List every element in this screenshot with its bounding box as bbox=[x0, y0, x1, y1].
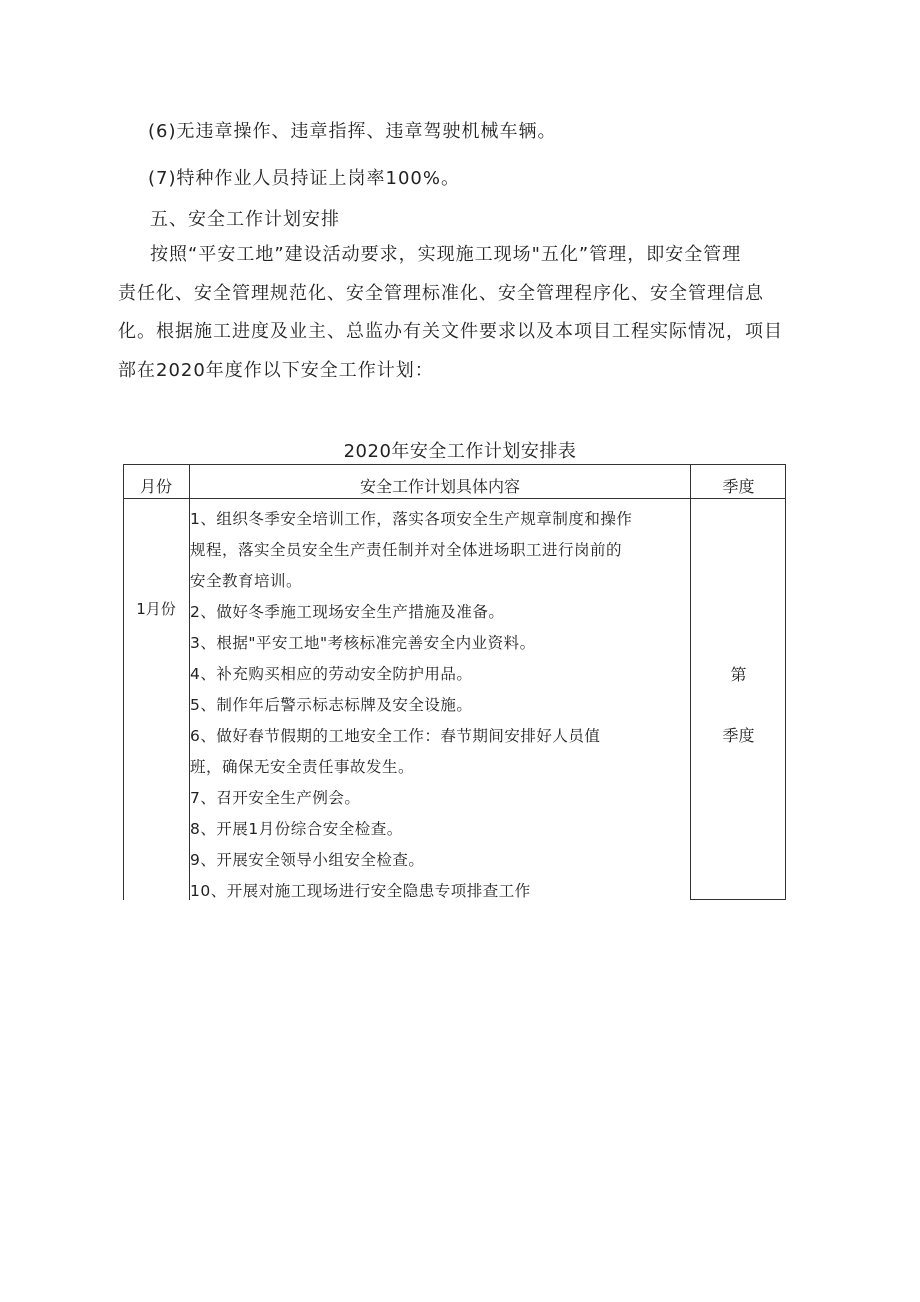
body-line: 按照“平安工地”建设活动要求，实现施工现场"五化”管理，即安全管理 bbox=[150, 244, 742, 265]
content-cell bbox=[190, 504, 690, 900]
table-border bbox=[123, 464, 124, 900]
table-border bbox=[123, 498, 786, 499]
content-line: 班，确保无安全责任事故发生。 bbox=[190, 758, 415, 776]
season-cell-line2: 季度 bbox=[722, 726, 755, 745]
content-line: 1、组织冬季安全培训工作，落实各项安全生产规章制度和操作 bbox=[190, 510, 633, 528]
list-item-7: (7)特种作业人员持证上岗率100%。 bbox=[148, 168, 460, 189]
header-season: 季度 bbox=[722, 477, 755, 496]
content-line: 9、开展安全领导小组安全检查。 bbox=[190, 851, 425, 869]
table-border bbox=[690, 899, 786, 900]
body-line: 责任化、安全管理规范化、安全管理标准化、安全管理程序化、安全管理信息 bbox=[118, 282, 764, 304]
table-border bbox=[123, 464, 786, 465]
content-line: 规程，落实全员安全生产责任制并对全体进场职工进行岗前的 bbox=[190, 541, 623, 559]
content-line: 8、开展1月份综合安全检查。 bbox=[190, 820, 403, 838]
content-line: 4、补充购买相应的劳动安全防护用品。 bbox=[190, 665, 473, 683]
content-line: 2、做好冬季施工现场安全生产措施及准备。 bbox=[190, 603, 505, 621]
body-paragraph bbox=[118, 236, 808, 390]
section-heading: 五、安全工作计划安排 bbox=[150, 209, 340, 230]
content-line: 3、根据"平安工地"考核标准完善安全内业资料。 bbox=[190, 634, 536, 652]
body-line: 化。根据施工进度及业主、总监办有关文件要求以及本项目工程实际情况，项目 bbox=[118, 321, 783, 342]
header-content: 安全工作计划具体内容 bbox=[359, 477, 520, 496]
season-cell-line1: 第 bbox=[730, 665, 747, 684]
header-month: 月份 bbox=[139, 477, 172, 496]
content-line: 5、制作年后警示标志标牌及安全设施。 bbox=[190, 696, 473, 714]
content-line: 6、做好春节假期的工地安全工作：春节期间安排好人员值 bbox=[190, 727, 601, 745]
list-item-6: (6)无违章操作、违章指挥、违章驾驶机械车辆。 bbox=[148, 121, 557, 142]
plan-table bbox=[123, 464, 786, 900]
month-cell: 1月份 bbox=[136, 600, 176, 618]
content-line: 7、召开安全生产例会。 bbox=[190, 789, 361, 807]
content-line: 安全教育培训。 bbox=[190, 572, 303, 590]
content-line: 10、开展对施工现场进行安全隐患专项排查工作 bbox=[190, 882, 531, 900]
body-line: 部在2020年度作以下安全工作计划： bbox=[118, 359, 434, 381]
table-title: 2020年安全工作计划安排表 bbox=[343, 441, 577, 462]
